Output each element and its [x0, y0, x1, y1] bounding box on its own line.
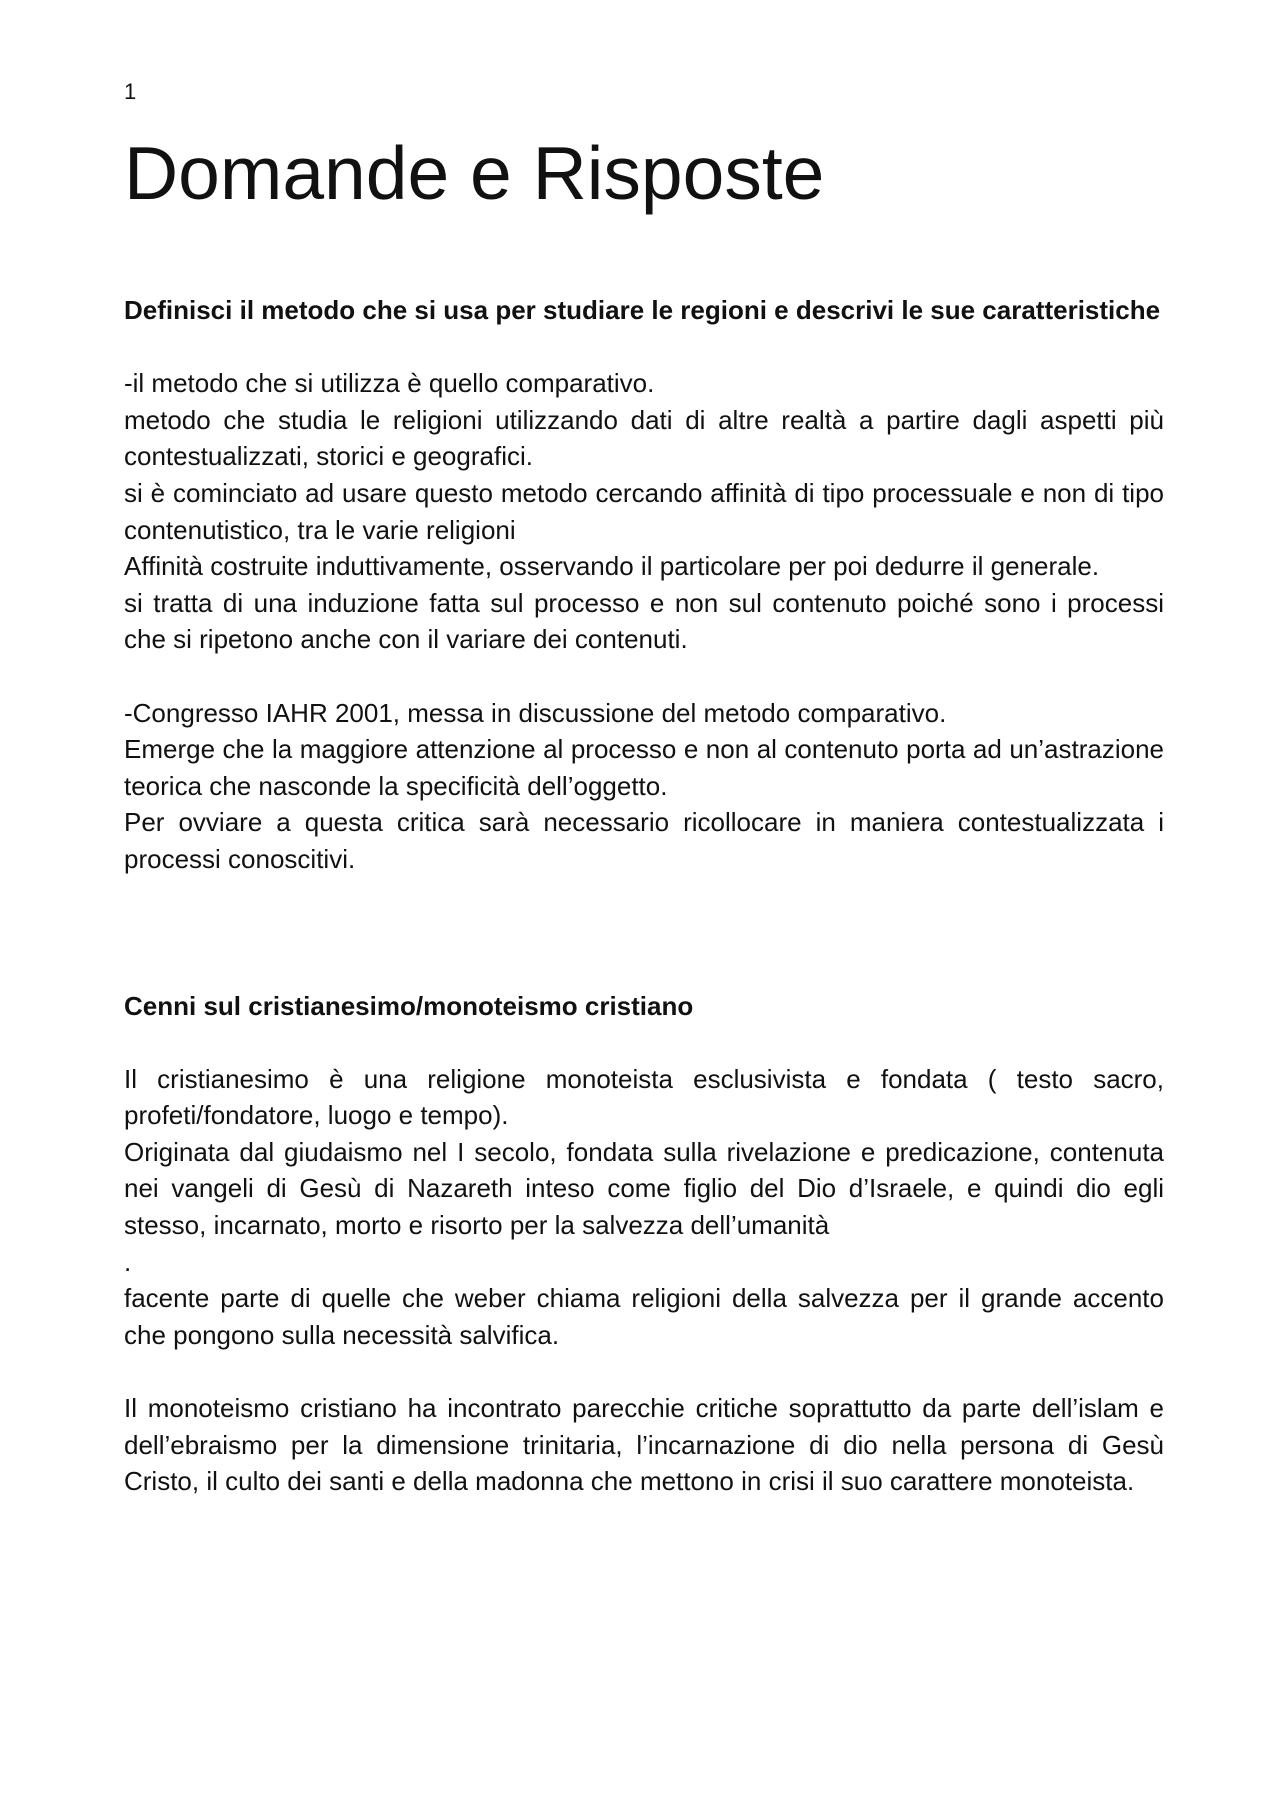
question-heading: Cenni sul cristianesimo/monoteismo cristiano: [124, 990, 694, 1021]
page-title: Domande e Risposte: [124, 131, 825, 215]
paragraph: Originata dal giudaismo nel I secolo, fondata sulla rivelazione e predicazione, contenuta nei vangeli di Gesù di Nazareth inteso come figlio del Dio d’Israele, e quindi dio egli stesso, incarnato, morto e risorto per la salvezza dell’umanità: [124, 1136, 1164, 1241]
page-number: 1: [124, 79, 137, 104]
paragraph: -Congresso IAHR 2001, messa in discussione del metodo comparativo.: [124, 697, 947, 728]
paragraph: -il metodo che si utilizza è quello comparativo.: [124, 368, 655, 399]
paragraph: Emerge che la maggiore attenzione al processo e non al contenuto porta ad un’astrazione teorica che nasconde la specificità dell’oggetto.: [124, 734, 1164, 801]
paragraph: Affinità costruite induttivamente, osservando il particolare per poi dedurre il generale.: [124, 551, 1100, 582]
paragraph: .: [124, 1246, 132, 1277]
document-body: [124, 292, 1164, 1500]
paragraph: facente parte di quelle che weber chiama religioni della salvezza per il grande accento che pongono sulla necessità salvifica.: [124, 1283, 1164, 1350]
question-heading: Definisci il metodo che si usa per studiare le regioni e descrivi le sue caratteristiche: [124, 295, 1161, 325]
paragraph: si tratta di una induzione fatta sul processo e non sul contenuto poiché sono i processi che si ripetono anche con il variare dei contenuti.: [124, 587, 1164, 655]
paragraph: Il cristianesimo è una religione monoteista esclusivista e fondata ( testo sacro, profeti/fondatore, luogo e tempo).: [124, 1063, 1164, 1131]
paragraph: Il monoteismo cristiano ha incontrato parecchie critiche soprattutto da parte dell’islam e dell’ebraismo per la dimensione trinitaria, l’incarnazione di dio nella persona di Gesù Cristo, il culto dei santi e della madonna che mettono in crisi il suo carattere monoteista.: [124, 1393, 1164, 1497]
paragraph: si è cominciato ad usare questo metodo cercando affinità di tipo processuale e non di tipo contenutistico, tra le varie religioni: [124, 477, 1164, 545]
paragraph: metodo che studia le religioni utilizzando dati di altre realtà a partire dagli aspetti più contestualizzati, storici e geografici.: [124, 404, 1164, 472]
paragraph: Per ovviare a questa critica sarà necessario ricollocare in maniera contestualizzata i processi conoscitivi.: [124, 807, 1164, 874]
